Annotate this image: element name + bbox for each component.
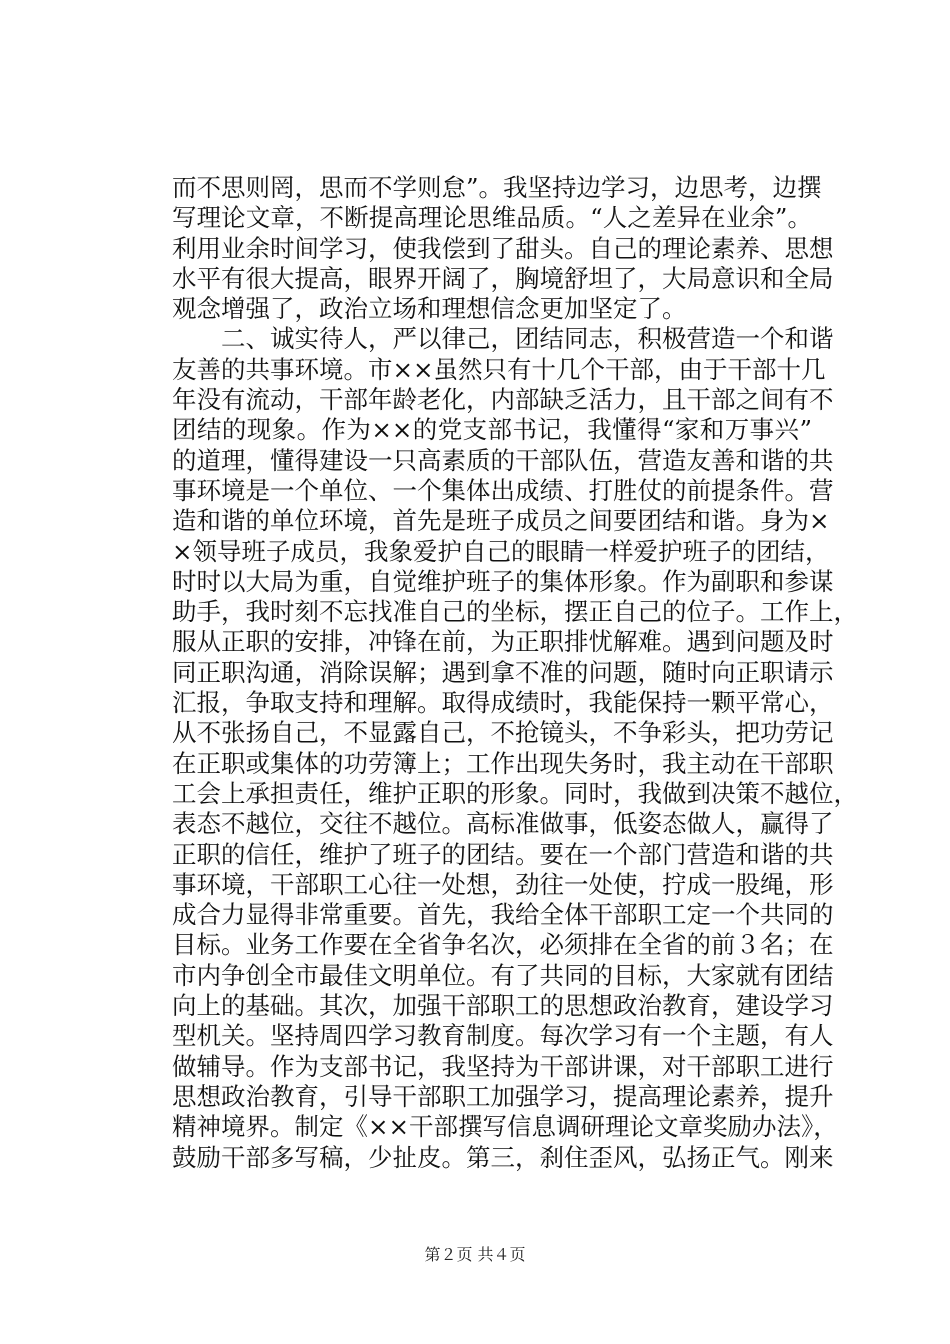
text-line: 事环境，干部职工心往一处想，劲往一处使，拧成一股绳，形 [172, 869, 834, 899]
text-line: 事环境是一个单位、一个集体出成绩、打胜仗的前提条件。营 [172, 475, 834, 505]
text-line: 做辅导。作为支部书记，我坚持为干部讲课，对干部职工进行 [172, 1051, 834, 1081]
text-line: 型机关。坚持周四学习教育制度。每次学习有一个主题，有人 [172, 1021, 834, 1051]
text-line: 观念增强了，政治立场和理想信念更加坚定了。 [172, 294, 687, 324]
text-line: 在正职或集体的功劳簿上；工作出现失务时，我主动在干部职 [172, 748, 834, 778]
text-line: 思想政治教育，引导干部职工加强学习，提高理论素养，提升 [172, 1081, 834, 1111]
body-text [172, 173, 858, 1173]
text-line: 友善的共事环境。市××虽然只有十几个干部，由于干部十几 [172, 354, 826, 384]
text-line: 水平有很大提高，眼界开阔了，胸境舒坦了，大局意识和全局 [172, 263, 834, 293]
text-line: 年没有流动，干部年龄老化，内部缺乏活力，且干部之间有不 [172, 385, 834, 415]
text-line: 向上的基础。其次，加强干部职工的思想政治教育，建设学习 [172, 991, 834, 1021]
text-line: 时时以大局为重，自觉维护班子的集体形象。作为副职和参谋 [172, 566, 834, 596]
text-line: 造和谐的单位环境，首先是班子成员之间要团结和谐。身为× [172, 506, 830, 536]
text-line: 成合力显得非常重要。首先，我给全体干部职工定一个共同的 [172, 900, 834, 930]
text-line: 的道理，懂得建设一只高素质的干部队伍，营造友善和谐的共 [172, 445, 834, 475]
text-line: 工会上承担责任，维护正职的形象。同时，我做到决策不越位， [172, 778, 858, 808]
text-line: 助手，我时刻不忘找准自己的坐标，摆正自己的位子。工作上， [172, 597, 858, 627]
text-line: 写理论文章，不断提高理论思维品质。“人之差异在业余”。 [172, 203, 812, 233]
text-line: 而不思则罔，思而不学则怠”。我坚持边学习，边思考，边撰 [172, 173, 822, 202]
text-line: 正职的信任，维护了班子的团结。要在一个部门营造和谐的共 [172, 839, 834, 869]
text-line: 鼓励干部多写稿，少扯皮。第三，刹住歪风，弘扬正气。刚来 [172, 1142, 834, 1172]
text-line: 目标。业务工作要在全省争名次，必须排在全省的前３名；在 [172, 930, 834, 960]
page-footer: 第２页 共４页 [424, 1245, 526, 1264]
text-line: 服从正职的安排，冲锋在前，为正职排忧解难。遇到问题及时 [172, 627, 834, 657]
text-line: 团结的现象。作为××的党支部书记，我懂得“家和万事兴” [172, 415, 812, 445]
text-line: 利用业余时间学习，使我偿到了甜头。自己的理论素养、思想 [172, 233, 834, 263]
text-line: 二、诚实待人，严以律己，团结同志，积极营造一个和谐 [172, 324, 834, 354]
text-line: 精神境界。制定《××干部撰写信息调研理论文章奖励办法》， [172, 1112, 838, 1142]
text-line: 汇报，争取支持和理解。取得成绩时，我能保持一颗平常心， [172, 688, 834, 718]
text-line: 同正职沟通，消除误解；遇到拿不准的问题，随时向正职请示 [172, 657, 834, 687]
text-line: ×领导班子成员，我象爱护自己的眼睛一样爱护班子的团结， [172, 536, 830, 566]
text-line: 从不张扬自己，不显露自己，不抢镜头，不争彩头，把功劳记 [172, 718, 834, 748]
text-line: 市内争创全市最佳文明单位。有了共同的目标，大家就有团结 [172, 960, 834, 990]
text-line: 表态不越位，交往不越位。高标准做事，低姿态做人，赢得了 [172, 809, 834, 839]
